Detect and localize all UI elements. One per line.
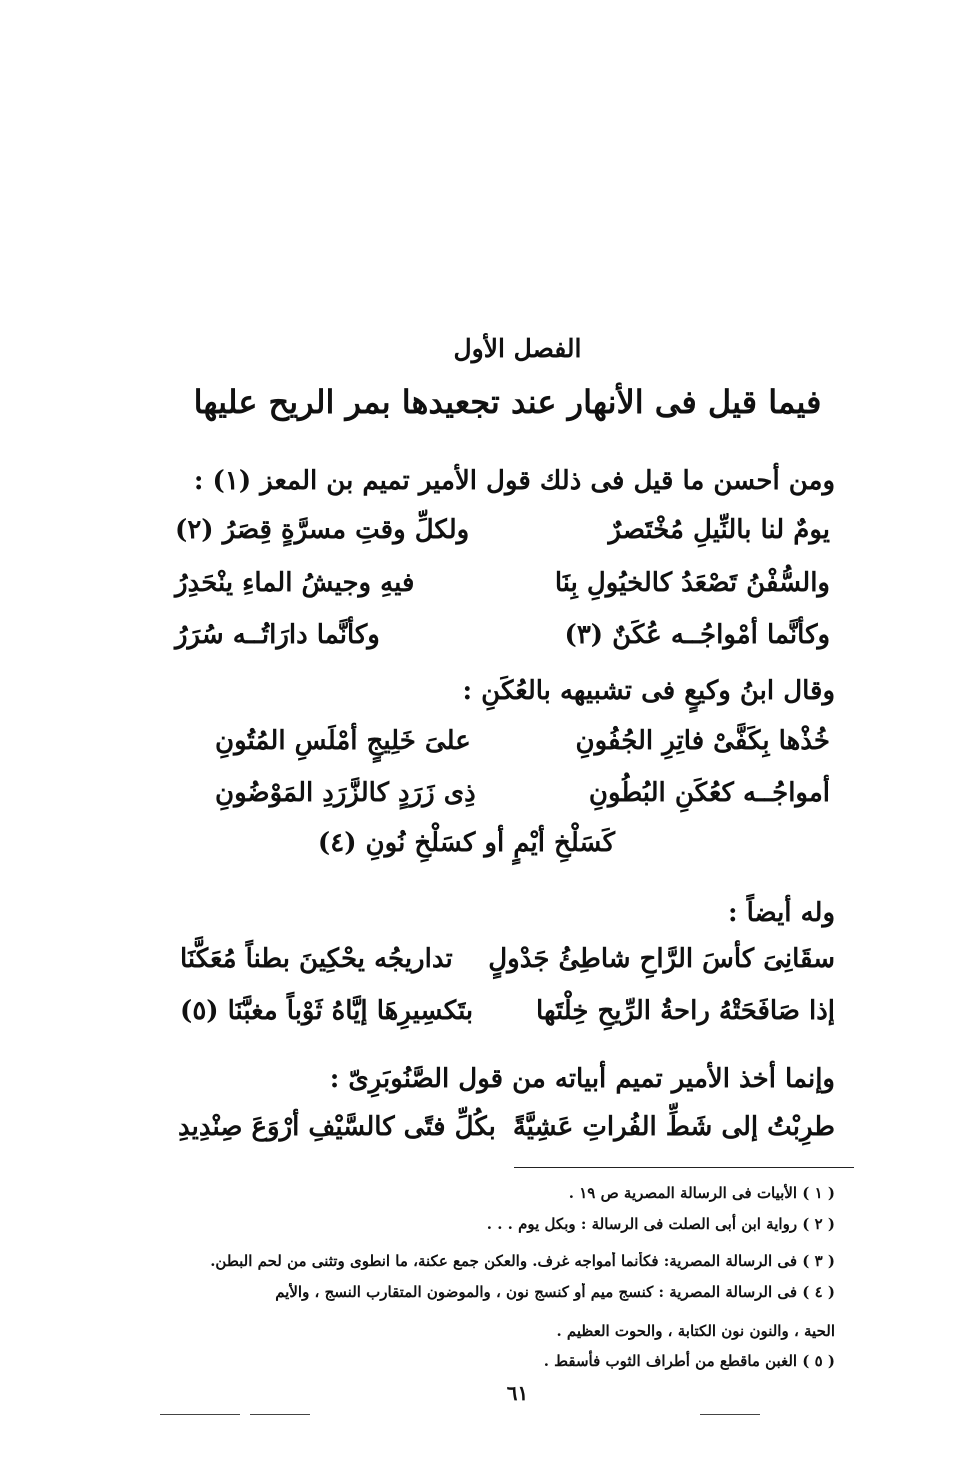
- verse-line: [215, 726, 830, 756]
- page-number: ٦١: [506, 1381, 529, 1405]
- verse-line: [180, 996, 835, 1026]
- intro-paragraph-1: ومن أحسن ما قيل فى ذلك قول الأمير تميم بن المعز (١) :: [193, 466, 835, 496]
- intro-paragraph-2: وقال ابنُ وكيعٍ فى تشبيهه بالعُكَنِ :: [462, 676, 835, 706]
- verse-hemistich-left: ولكلِّ وقتِ مسرَّةٍ قِصَرُ (٢): [175, 515, 470, 545]
- verse-hemistich-right: وكأنَّما أمْواجُــه عُكَنٌ (٣): [564, 620, 830, 650]
- bottom-rule-right: [700, 1414, 760, 1415]
- footnote-1: ( ١ ) الأبيات فى الرسالة المصرية ص ١٩ .: [568, 1184, 835, 1202]
- intro-paragraph-3: وله أيضاً :: [727, 898, 835, 928]
- verse-hemistich-left: بتَكسِيرِهَا إيَّاهُ ثَوْباً مغبَّنَا (٥): [180, 996, 474, 1026]
- verse-hemistich-left: تداريجُه يحْكِينَ بطناً مُعَكَّنَا: [180, 944, 453, 974]
- verse-line: [175, 568, 830, 598]
- verse-hemistich-left: ذِى زَرَدٍ كالزَّرَدِ المَوْضُونِ: [215, 778, 476, 808]
- verse-line: [175, 620, 830, 650]
- verse-line: [178, 1112, 835, 1142]
- bottom-rule-middle: [250, 1414, 310, 1415]
- verse-hemistich-right: أمواجُــه كعُكَنِ البُطُونِ: [588, 778, 830, 808]
- verse-hemistich-right: والسُّفْنُ تَصْعَدُ كالخيُولِ بِنَا: [554, 568, 830, 598]
- verse-hemistich-right: إذا صَافَحَتْهُ راحةُ الرِّيحِ خِلْتَها: [536, 996, 835, 1026]
- bottom-rule-left: [160, 1414, 240, 1415]
- verse-hemistich-left: علىَ خَلِيجٍ أمْلَسِ المُتُونِ: [215, 726, 471, 756]
- section-title: فيما قيل فى الأنهار عند تجعيدها بمر الريح عليها: [193, 383, 822, 421]
- footnote-2: ( ٢ ) رواية ابن أبى الصلت فى الرسالة : وبكل يوم . . .: [486, 1215, 835, 1233]
- footnote-5: ( ٥ ) الغبن ماقطع من أطراف الثوب فأسقط .: [543, 1352, 835, 1370]
- verse-hemistich-right: سقَانِىَ كأسَ الرَّاحِ شاطِئُ جَدْولٍ: [488, 944, 835, 974]
- footnote-4: ( ٤ ) فى الرسالة المصرية : كنسج ميم أو كنسج نون ، والموضون المتقارب النسج ، والأيم: [275, 1283, 835, 1301]
- verse-hemistich-right: يومٌ لنا بالنِّيلِ مُخْتَصرٌ: [608, 515, 830, 545]
- footnote-4-continued: الحية ، والنون نون الكتابة ، والحوت العظيم .: [556, 1322, 835, 1340]
- verse-hemistich-left: بكُلِّ فتًى كالسَّيْفِ أرْوَعَ صِنْدِيدِ: [178, 1112, 496, 1142]
- verse-line-single: كَسَلْخِ أيْمٍ أو كسَلْخِ نُونِ (٤): [317, 828, 615, 858]
- chapter-heading: الفصل الأول: [453, 334, 582, 363]
- footnote-separator: [514, 1167, 854, 1168]
- verse-hemistich-right: طرِبْتُ إلى شَطِّ الفُراتِ عَشِيَّةً: [512, 1112, 835, 1142]
- verse-hemistich-right: خُذْها بِكَفَّىْ فاتِرِ الجُفُونِ: [575, 726, 830, 756]
- verse-line: [180, 944, 835, 974]
- intro-paragraph-4: وإنما أخذ الأمير تميم أبياته من قول الصَّنُوبَرِىّ :: [329, 1064, 835, 1094]
- verse-hemistich-left: وكأنَّما دارَاتُــه سُرَرُ: [175, 620, 380, 650]
- verse-line: [215, 778, 830, 808]
- verse-hemistich-left: فيهِ وجيشُ الماءِ ينْحَدِرُ: [175, 568, 415, 598]
- footnote-3: ( ٣ ) فى الرسالة المصرية: فكأنما أمواجه غرف. والعكن جمع عكنة، ما انطوى وتثنى من لحم البطن.: [210, 1252, 835, 1270]
- verse-line: [175, 515, 830, 545]
